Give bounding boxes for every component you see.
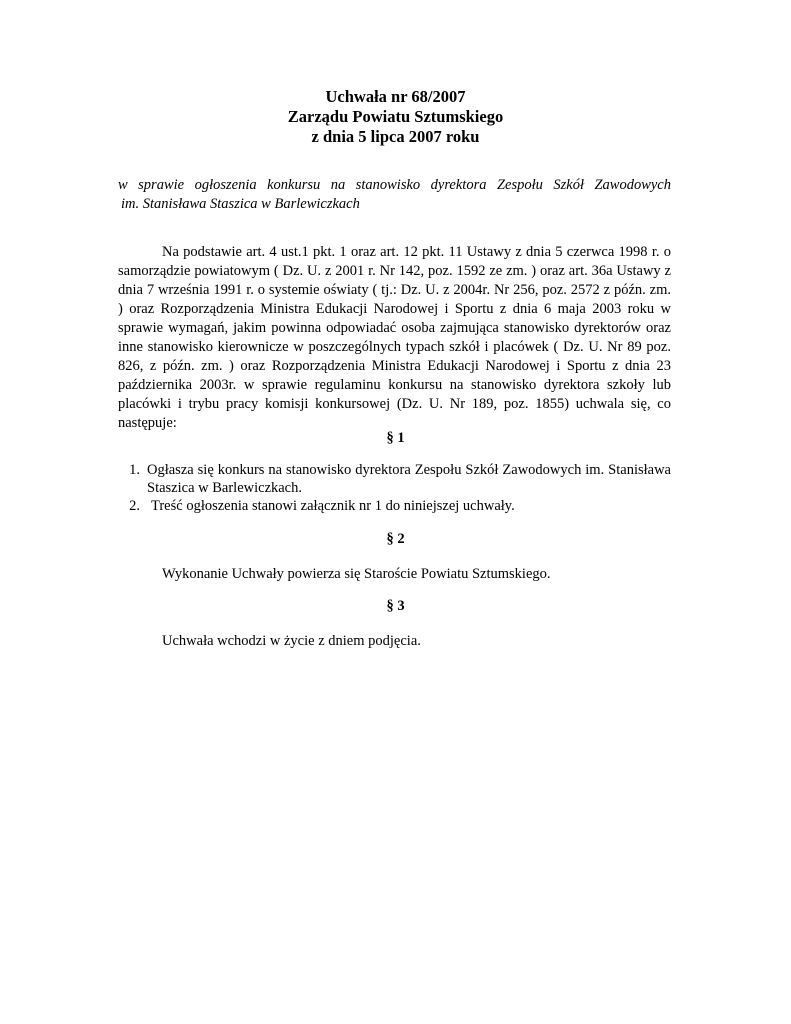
list-item-number: 1.	[129, 462, 140, 478]
section-2-text: Wykonanie Uchwały powierza się Staroście Powiatu Sztumskiego.	[162, 566, 551, 582]
resolution-title	[0, 87, 791, 147]
section-3-heading: § 3	[386, 598, 405, 614]
title-line-issuer: Zarządu Powiatu Sztumskiego	[287, 107, 504, 126]
section-2-heading: § 2	[386, 531, 405, 547]
section-1-list	[118, 461, 671, 515]
legal-basis-paragraph: Na podstawie art. 4 ust.1 pkt. 1 oraz art. 12 pkt. 11 Ustawy z dnia 5 czerwca 1998 r. o samorządzie powiatowym ( Dz. U. z 2001 r. Nr 142, poz. 1592 ze zm. ) oraz art. 36a Ustawy z dnia 7 września 1991 r. o systemie oświaty ( tj.: Dz. U. z 2004r. Nr 256, poz. 2572 z późn. zm. ) oraz Rozporządzenia Ministra Edukacji Narodowej i Sportu z dnia 6 maja 2003 roku w sprawie wymagań, jakim powinna odpowiadać osoba zajmująca stanowisko dyrektorów oraz inne stanowisko kierownicze w poszczególnych typach szkół i placówek ( Dz. U. Nr 89 poz. 826, z późn. zm. ) oraz Rozporządzenia Ministra Edukacji Narodowej i Sportu z dnia 23 października 2003r. w sprawie regulaminu konkursu na stanowisko dyrektora szkoły lub placówki i trybu pracy komisji konkursowej (Dz. U. Nr 189, poz. 1855) uchwala się, co następuje:	[118, 244, 671, 431]
list-item-number: 2.	[129, 498, 140, 514]
title-line-number: Uchwała nr 68/2007	[325, 87, 466, 106]
list-item-text: Treść ogłoszenia stanowi załącznik nr 1 do niniejszej uchwały.	[151, 498, 515, 514]
list-item	[118, 461, 671, 497]
subject-line-2: im. Stanisława Staszica w Barlewiczkach	[121, 196, 360, 212]
section-1-heading: § 1	[386, 430, 405, 446]
resolution-subject	[118, 176, 671, 214]
list-item	[118, 497, 671, 515]
title-line-date: z dnia 5 lipca 2007 roku	[311, 127, 480, 146]
list-item-text: Ogłasza się konkurs na stanowisko dyrektora Zespołu Szkół Zawodowych im. Stanisława Staszica w Barlewiczkach.	[147, 462, 671, 496]
subject-line-1: w sprawie ogłoszenia konkursu na stanowisko dyrektora Zespołu Szkół Zawodowych	[118, 177, 671, 193]
section-3-text: Uchwała wchodzi w życie z dniem podjęcia.	[162, 633, 421, 649]
